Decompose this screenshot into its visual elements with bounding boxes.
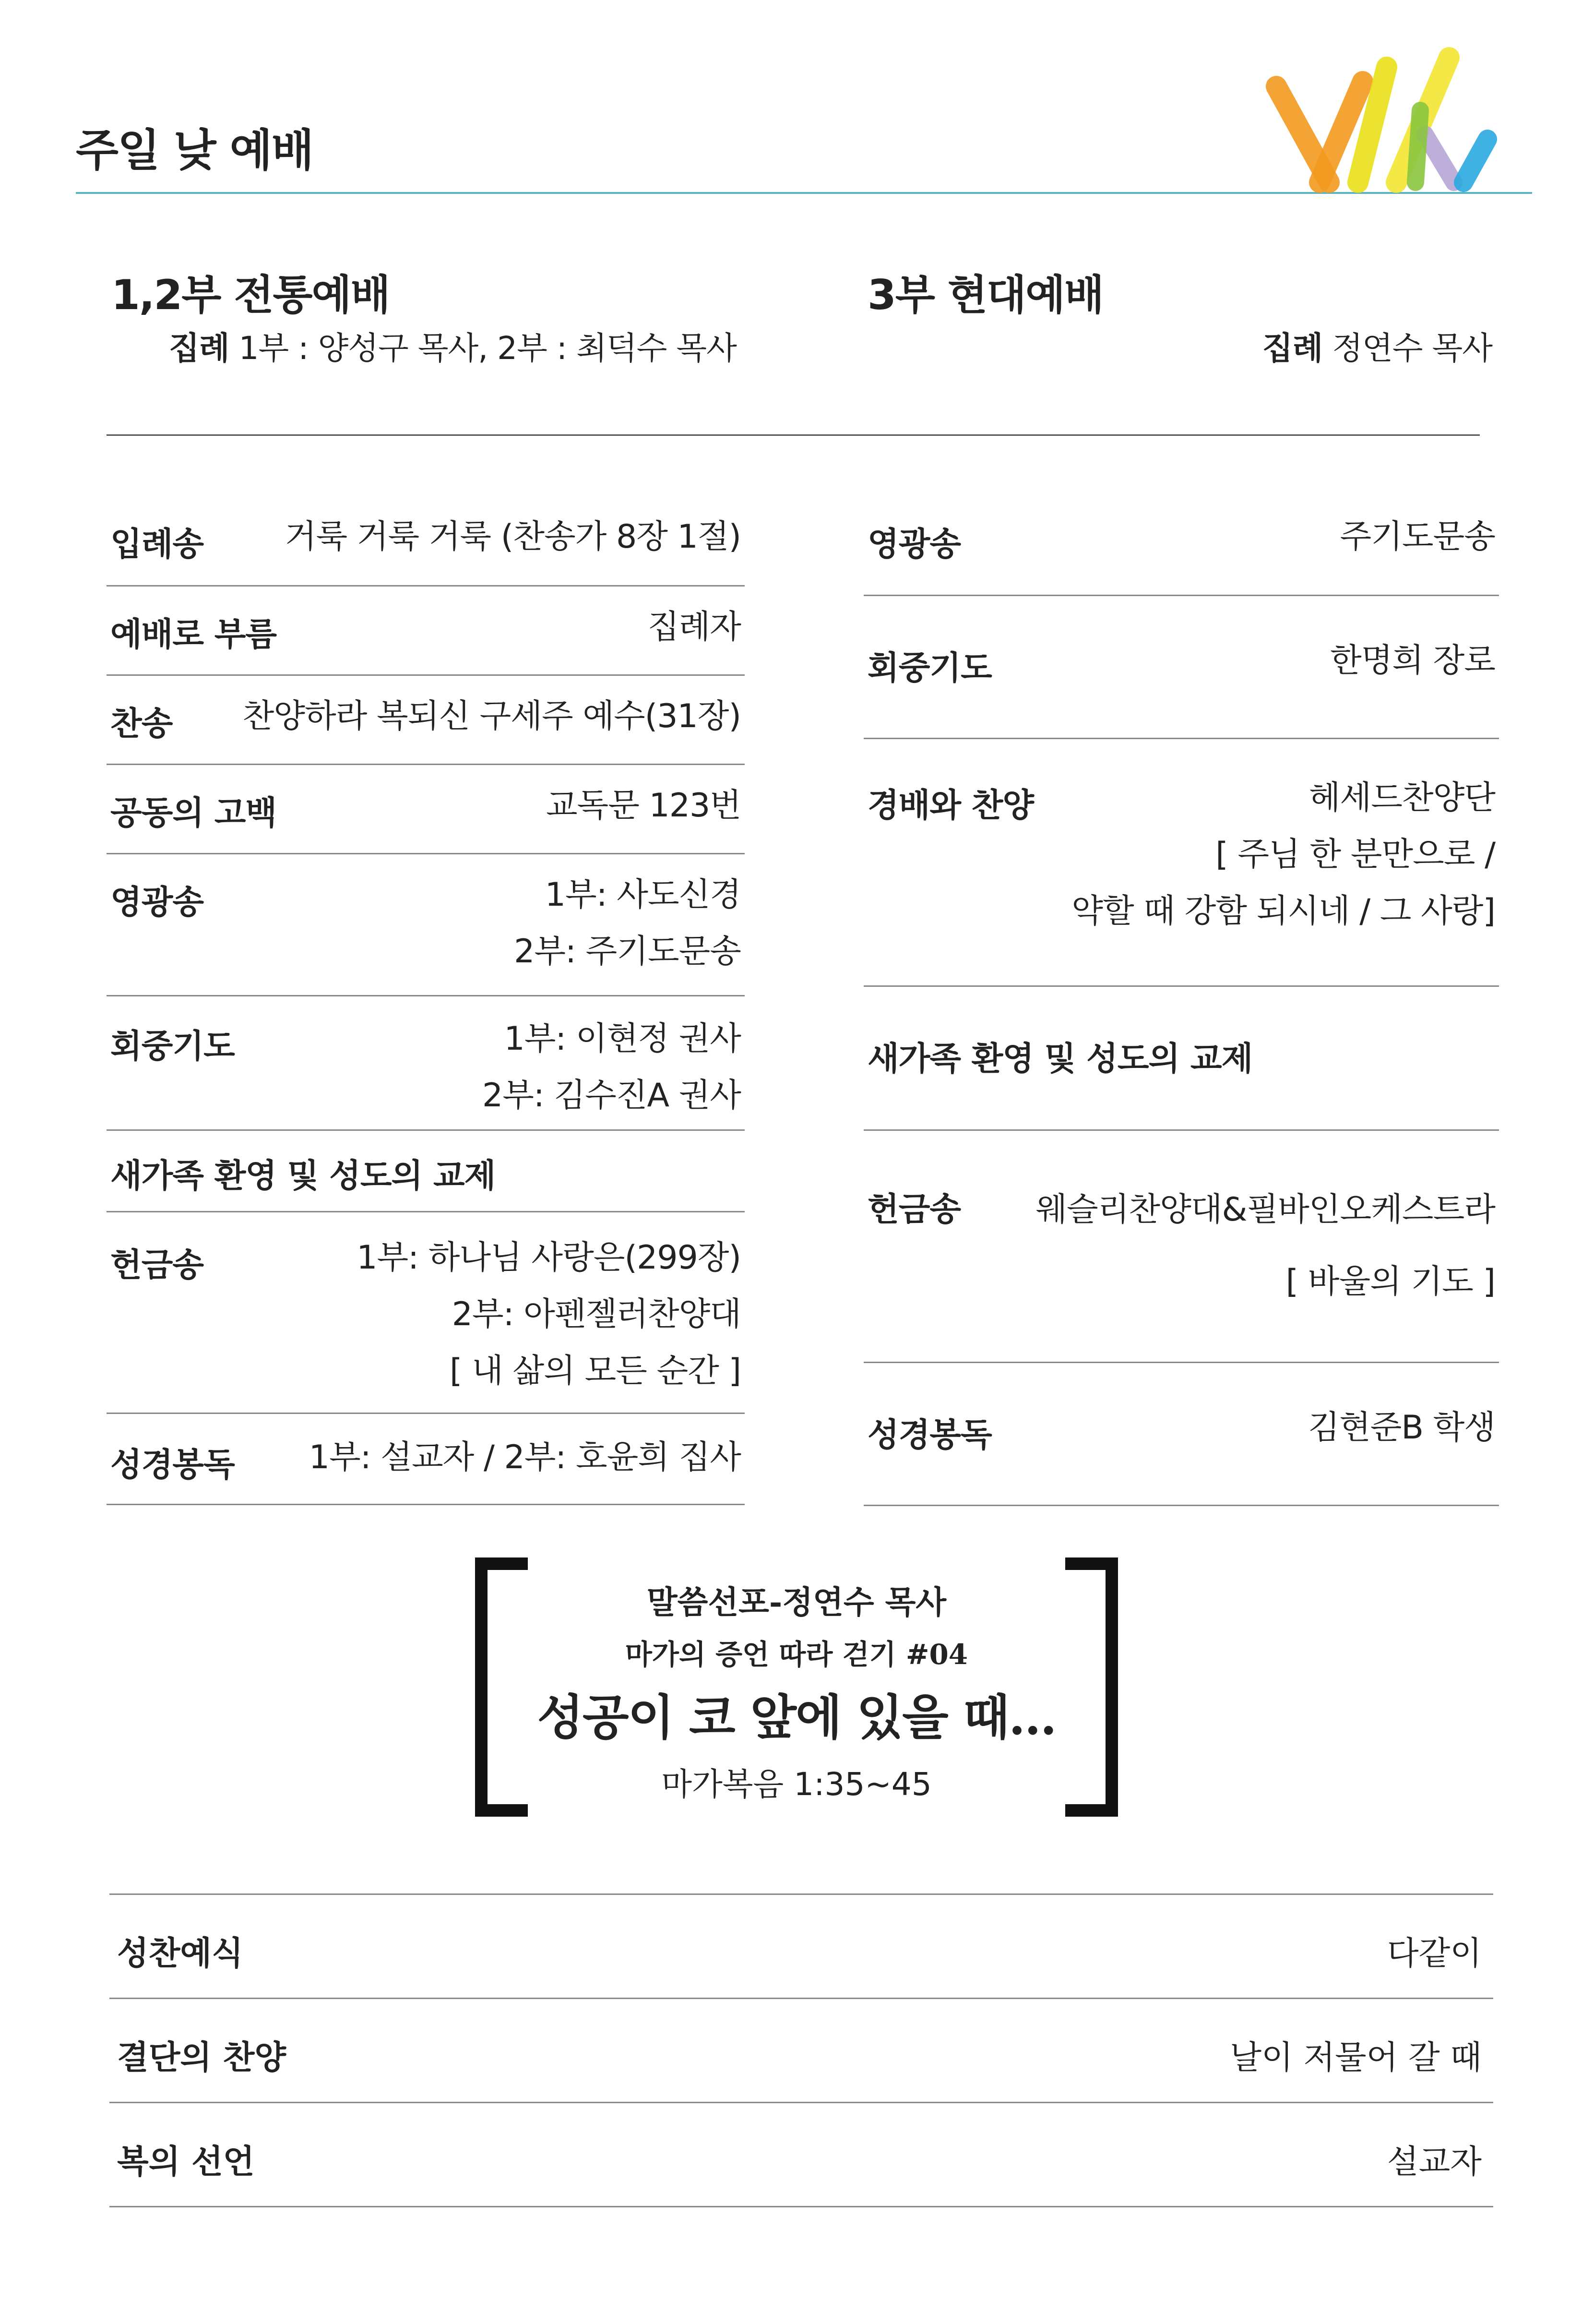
row-values — [1330, 633, 1495, 689]
section-divider — [107, 434, 1480, 436]
row-label: 성경봉독 — [868, 1416, 992, 1454]
row-values — [1308, 1400, 1495, 1456]
row-value: 주기도문송 — [1340, 518, 1495, 556]
row-label: 입례송 — [110, 526, 204, 563]
row-values — [285, 509, 741, 565]
row-label: 공동의 고백 — [110, 794, 277, 832]
logo-stroke-blue — [1463, 139, 1487, 182]
row-value: 1부: 사도신경 — [545, 876, 741, 914]
row-label: 예배로 부름 — [110, 616, 277, 654]
row-value: 2부: 김수진A 권사 — [482, 1077, 741, 1114]
row-value: 집례자 — [647, 608, 741, 646]
right-bracket-icon — [1065, 1557, 1118, 1817]
right-officiant-label: 집례 — [1262, 330, 1323, 367]
left-row-hymn — [107, 676, 745, 765]
right-service-heading: 3부 현대예배 — [868, 271, 1104, 319]
row-value: 김현준B 학생 — [1308, 1409, 1495, 1447]
row-value: [ 내 삶의 모든 순간 ] — [450, 1352, 741, 1390]
left-row-gloria — [107, 854, 745, 996]
row-value: 찬양하라 복되신 구세주 예수(31장) — [242, 697, 741, 735]
row-value: 웨슬리찬양대&필바인오케스트라 — [1035, 1191, 1495, 1229]
row-label: 결단의 찬양 — [117, 2039, 286, 2077]
row-value: 1부: 설교자 / 2부: 호윤희 집사 — [309, 1438, 741, 1476]
row-label: 새가족 환영 및 성도의 교제 — [868, 1040, 1253, 1078]
row-value: 설교자 — [1387, 2143, 1482, 2181]
row-value: 2부: 아펜젤러찬양대 — [452, 1295, 741, 1333]
bottom-row-commitment-hymn — [109, 1998, 1493, 2102]
left-row-confession — [107, 765, 745, 854]
row-values — [514, 867, 741, 980]
left-row-call-to-worship — [107, 587, 745, 676]
left-row-prayer — [107, 996, 745, 1131]
sermon-preacher: 말씀선포-정연수 목사 — [646, 1583, 947, 1621]
sermon-text — [528, 1557, 1065, 1804]
row-label: 헌금송 — [868, 1191, 961, 1229]
left-row-offertory — [107, 1212, 745, 1414]
row-label: 성찬예식 — [117, 1935, 243, 1973]
sermon-series: 마가의 증언 따라 걷기 #04 — [625, 1638, 968, 1671]
row-label: 경배와 찬양 — [868, 787, 1034, 825]
row-values — [309, 1429, 741, 1486]
row-label: 헌금송 — [110, 1246, 204, 1284]
row-value: 1부: 이현정 권사 — [504, 1020, 741, 1058]
row-values — [482, 1011, 741, 1124]
row-value: 다같이 — [1387, 1935, 1482, 1973]
row-value: 교독문 123번 — [546, 787, 741, 825]
row-values — [648, 599, 741, 656]
right-row-prayer — [864, 596, 1499, 739]
row-label: 찬송 — [110, 705, 173, 743]
row-value: 2부: 주기도문송 — [514, 933, 741, 970]
row-value: 약할 때 강함 되시네 / 그 사랑] — [1071, 892, 1495, 930]
row-label: 회중기도 — [110, 1028, 235, 1066]
page-title: 주일 낮 예배 — [76, 125, 313, 176]
row-value: 1부: 하나님 사랑은(299장) — [357, 1239, 741, 1277]
right-officiant — [1262, 323, 1492, 368]
left-row-processional — [107, 504, 745, 587]
row-values — [357, 1230, 741, 1400]
sermon-box — [475, 1557, 1118, 1817]
row-values — [546, 778, 741, 834]
left-row-welcome — [107, 1131, 745, 1212]
church-logo-icon — [1257, 38, 1516, 197]
bottom-row-communion — [109, 1893, 1493, 1998]
row-values — [1340, 509, 1495, 565]
right-row-offertory — [864, 1131, 1499, 1363]
row-label: 복의 선언 — [117, 2143, 255, 2181]
row-value: 헤세드찬양단 — [1308, 779, 1495, 817]
row-label: 회중기도 — [868, 649, 992, 687]
row-values — [1035, 1174, 1495, 1318]
row-values — [243, 688, 741, 745]
row-values — [1071, 770, 1495, 940]
left-service-heading: 1,2부 전통예배 — [111, 271, 390, 319]
logo-stroke-green — [1415, 110, 1420, 182]
left-officiant-label: 집례 — [169, 330, 229, 367]
left-officiant-value: 1부 : 양성구 목사, 2부 : 최덕수 목사 — [238, 330, 737, 367]
row-label: 영광송 — [868, 526, 961, 563]
row-label: 영광송 — [110, 884, 204, 922]
row-value: [ 주님 한 분만으로 / — [1215, 836, 1495, 874]
sermon-reference: 마가복음 1:35~45 — [661, 1766, 932, 1803]
row-label: 새가족 환영 및 성도의 교제 — [110, 1157, 496, 1195]
right-row-praise — [864, 739, 1499, 987]
row-value: 날이 저물어 갈 때 — [1230, 2039, 1482, 2077]
row-label: 성경봉독 — [110, 1446, 235, 1484]
right-officiant-value: 정연수 목사 — [1332, 330, 1492, 367]
logo-stroke-lavender — [1425, 134, 1454, 182]
sermon-title: 성공이 코 앞에 있을 때... — [537, 1689, 1056, 1746]
left-officiant — [169, 323, 737, 368]
row-value: 거룩 거룩 거룩 (찬송가 8장 1절) — [285, 518, 741, 556]
left-bracket-icon — [475, 1557, 528, 1817]
row-value: 한명희 장로 — [1330, 642, 1495, 680]
right-row-scripture — [864, 1363, 1499, 1506]
right-row-gloria — [864, 504, 1499, 596]
bottom-row-benediction — [109, 2102, 1493, 2207]
left-row-scripture — [107, 1414, 745, 1505]
right-row-welcome — [864, 987, 1499, 1131]
row-value: [ 바울의 기도 ] — [1285, 1263, 1495, 1301]
